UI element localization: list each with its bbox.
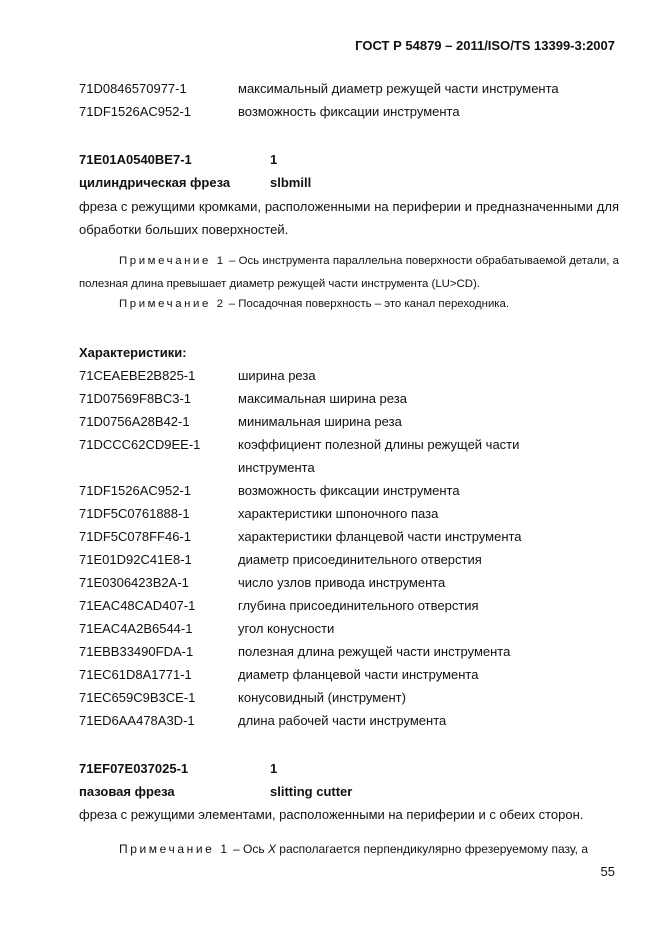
char-code: 71CEAEBE2B825-1: [79, 368, 196, 383]
characteristics-title: Характеристики:: [79, 345, 187, 360]
char-code: 71EBB33490FDA-1: [79, 644, 194, 659]
property-desc: максимальный диаметр режущей части инструмента: [238, 81, 559, 96]
char-code: 71E0306423B2A-1: [79, 575, 189, 590]
note-text: располагается перпендикулярно фрезеруемому пазу, а: [275, 842, 589, 856]
char-desc: число узлов привода инструмента: [238, 575, 446, 590]
entry-note-2: [79, 293, 619, 316]
char-code: 71EAC4A2B6544-1: [79, 621, 193, 636]
entry-version: 1: [270, 761, 278, 776]
char-desc: ширина реза: [238, 368, 316, 383]
property-desc: возможность фиксации инструмента: [238, 104, 460, 119]
char-code: 71EC61D8A1771-1: [79, 667, 192, 682]
char-desc: минимальная ширина реза: [238, 414, 402, 429]
property-code: 71D0846570977-1: [79, 81, 187, 96]
note-text: – Ось: [229, 842, 268, 856]
char-code: 71DCCC62CD9EE-1: [79, 437, 201, 452]
char-desc: возможность фиксации инструмента: [238, 483, 460, 498]
char-desc: характеристики шпоночного паза: [238, 506, 439, 521]
entry-definition: фреза с режущими кромками, расположенными на периферии и предназначенными для обработки больших поверхностей.: [79, 199, 619, 237]
entry-code: 71E01A0540BE7-1: [79, 152, 192, 167]
char-desc: конусовидный (инструмент): [238, 690, 406, 705]
char-code: 71D07569F8BC3-1: [79, 391, 192, 406]
entry-name-ru: цилиндрическая фреза: [79, 175, 231, 190]
entry-name-en: slbmill: [270, 175, 312, 190]
note-label: Примечание 2: [119, 298, 226, 310]
char-code: 71DF5C078FF46-1: [79, 529, 191, 544]
char-code: 71ED6AA478A3D-1: [79, 713, 195, 728]
axis-symbol: X: [267, 842, 276, 856]
char-desc: глубина присоединительного отверстия: [238, 598, 479, 613]
char-desc: максимальная ширина реза: [238, 391, 407, 406]
char-desc: диаметр фланцевой части инструмента: [238, 667, 479, 682]
note-label: Примечание 1: [119, 255, 226, 267]
char-code: 71D0756A28B42-1: [79, 414, 190, 429]
note-text: – Ось инструмента параллельна поверхности обрабатываемой детали, а полезная длина превышает диаметр режущей части инструмента (LU>CD).: [79, 255, 619, 290]
entry-note-1: [79, 838, 619, 861]
document-header: ГОСТ Р 54879 – 2011/ISO/TS 13399-3:2007: [355, 38, 615, 53]
char-desc: длина рабочей части инструмента: [238, 713, 447, 728]
entry-code: 71EF07E037025-1: [79, 761, 189, 776]
entry-name-en: slitting cutter: [270, 784, 353, 799]
note-text: – Посадочная поверхность – это канал переходника.: [225, 298, 510, 310]
char-code: 71DF5C0761888-1: [79, 506, 190, 521]
entry-definition: фреза с режущими элементами, расположенными на периферии и с обеих сторон.: [79, 807, 584, 822]
char-desc: диаметр присоединительного отверстия: [238, 552, 482, 567]
char-desc: характеристики фланцевой части инструмента: [238, 529, 522, 544]
property-code: 71DF1526AC952-1: [79, 104, 192, 119]
char-desc: полезная длина режущей части инструмента: [238, 644, 511, 659]
char-code: 71E01D92C41E8-1: [79, 552, 192, 567]
page-number: 55: [600, 864, 615, 879]
entry-version: 1: [270, 152, 278, 167]
char-code: 71DF1526AC952-1: [79, 483, 192, 498]
entry-note-1: [79, 250, 619, 296]
note-label: Примечание 1: [119, 842, 230, 856]
char-desc-cont: инструмента: [238, 460, 315, 475]
char-desc: угол конусности: [238, 621, 335, 636]
char-code: 71EAC48CAD407-1: [79, 598, 196, 613]
char-desc: коэффициент полезной длины режущей части: [238, 437, 520, 452]
entry-name-ru: пазовая фреза: [79, 784, 175, 799]
char-code: 71EC659C9B3CE-1: [79, 690, 196, 705]
